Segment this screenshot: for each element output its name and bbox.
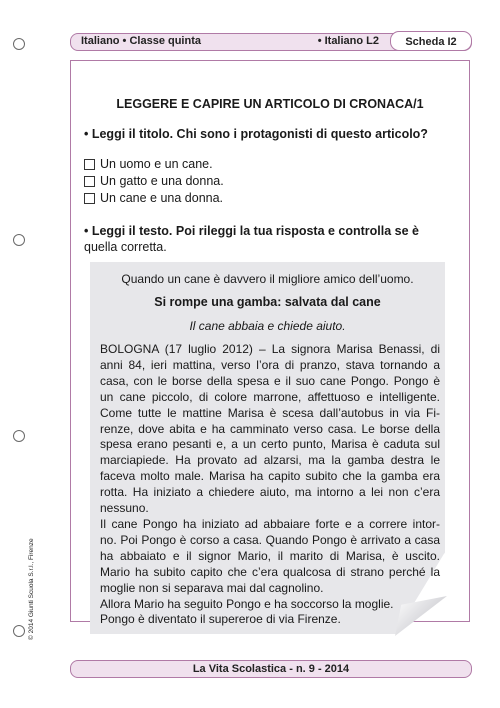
article-line: renze, dove abita e ha camminato verso casa. Le borse della <box>100 421 440 436</box>
question-1: • Leggi il titolo. Chi sono i protagonisti di questo articolo? <box>84 127 428 141</box>
question-2-line: quella corretta. <box>84 240 167 254</box>
binder-hole <box>13 430 25 442</box>
checkbox[interactable] <box>84 159 95 170</box>
copyright-notice: © 2014 Giunti Scuola S.r.l., Firenze <box>28 538 35 640</box>
binder-hole <box>13 38 25 50</box>
answer-option[interactable] <box>84 157 213 171</box>
article-intro: Quando un cane è davvero il migliore amico dell’uomo. <box>121 272 414 286</box>
article-line: no. Poi Pongo è corso a casa. Quando Pongo è arrivato a casa <box>100 532 440 547</box>
article-body <box>100 342 440 628</box>
article-line: casa, con le borse della spesa e il suo cane Pongo. Pongo è <box>100 373 440 388</box>
binder-hole <box>13 625 25 637</box>
answer-option-label: Un gatto e una donna. <box>100 174 224 188</box>
header-topic: • Italiano L2 <box>317 35 379 47</box>
worksheet-title: LEGGERE E CAPIRE UN ARTICOLO DI CRONACA/1 <box>116 97 424 111</box>
article-line: spesa erano pesanti e, a un certo punto, Marisa è caduta sul <box>100 437 440 452</box>
article-line: moglie non si separava mai dal cagnolino. <box>100 580 324 595</box>
article-line: rotta. Ha iniziato a chiedere aiuto, ma intorno a lei non c’era <box>100 485 440 500</box>
header-subject: Italiano • Classe quinta <box>81 35 201 47</box>
article-line: Pongo è diventato il supereroe di via Firenze. <box>100 612 341 627</box>
article-line: Come tutte le mattine Marisa è scesa dall’autobus in via Fi- <box>100 405 440 420</box>
footer-bar: La Vita Scolastica - n. 9 - 2014 <box>70 660 472 678</box>
article-line: un cane piccolo, di colore marrone, affettuoso e intelligente. <box>100 389 440 404</box>
binder-hole <box>13 234 25 246</box>
question-2 <box>84 223 419 255</box>
checkbox[interactable] <box>84 176 95 187</box>
answer-option-label: Un cane e una donna. <box>100 191 224 205</box>
article-line: Il cane Pongo ha iniziato ad abbaiare forte e a correre intor- <box>100 516 440 531</box>
article-line: anni 84, ieri mattina, verso l’ora di pranzo, stava tornando a <box>100 357 440 372</box>
answer-option[interactable] <box>84 191 223 205</box>
checkbox[interactable] <box>84 193 95 204</box>
article-line: Allora Mario ha seguito Pongo e ha soccorso la moglie. <box>100 596 394 611</box>
article-line: nessuno. <box>100 501 149 516</box>
article-line: ha abbaiato e il signor Mario, il marito di Marisa, è uscito. <box>100 548 440 563</box>
article-line: Mario ha subito capito che c’era qualcosa di strano perché la <box>100 564 440 579</box>
header-sheet-tab: Scheda I2 <box>390 31 472 51</box>
question-2-line: • Leggi il testo. Poi rileggi la tua risposta e controlla se è <box>84 224 420 238</box>
article-line: faceva molto male. Marisa ha capito subito che la gamba era <box>100 469 440 484</box>
answer-option[interactable] <box>84 174 224 188</box>
article-headline: Si rompe una gamba: salvata dal cane <box>154 295 381 309</box>
article-subheadline: Il cane abbaia e chiede aiuto. <box>189 319 346 333</box>
article-line: BOLOGNA (17 luglio 2012) – La signora Marisa Benassi, di <box>100 342 440 356</box>
article-line: marciapiede. Ha provato ad alzarsi, ma la gamba destra le <box>100 453 440 468</box>
answer-option-label: Un uomo e un cane. <box>100 157 213 171</box>
header-bar <box>70 33 472 51</box>
